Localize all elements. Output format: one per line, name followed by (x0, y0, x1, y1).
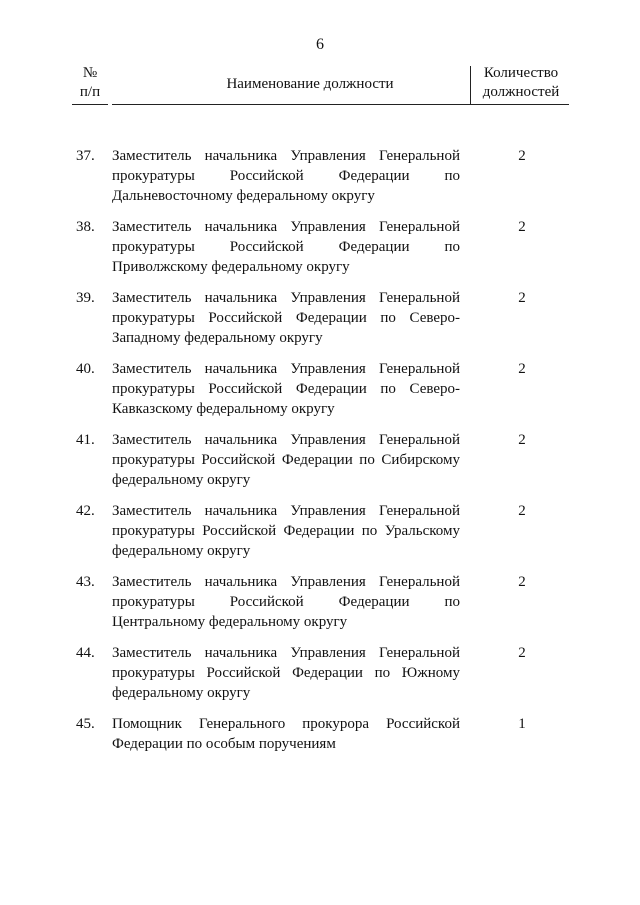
row-position-name: Заместитель начальника Управления Генеральной прокуратуры Российской Федерации по Северо-Западному федеральному округу (112, 290, 460, 346)
row-count: 2 (518, 432, 526, 448)
row-position-name: Заместитель начальника Управления Генеральной прокуратуры Российской Федерации по Уральскому федеральному округу (112, 503, 460, 559)
header-number-abbrev: п/п (79, 84, 101, 100)
row-number: 41. (76, 432, 95, 448)
page-number: 6 (316, 36, 324, 53)
row-number: 42. (76, 503, 95, 519)
row-count: 2 (518, 361, 526, 377)
row-position-name: Заместитель начальника Управления Генеральной прокуратуры Российской Федерации по Центральному федеральному округу (112, 574, 460, 630)
header-underline-count (474, 104, 569, 105)
row-count: 2 (518, 645, 526, 661)
header-count-column (472, 64, 570, 102)
row-position-name: Заместитель начальника Управления Генеральной прокуратуры Российской Федерации по Южному федеральному округу (112, 645, 460, 701)
header-column-divider (470, 66, 471, 104)
header-underline-number (72, 104, 108, 105)
row-number: 38. (76, 219, 95, 235)
header-position-name: Наименование должности (226, 76, 394, 92)
row-number: 40. (76, 361, 95, 377)
row-number: 44. (76, 645, 95, 661)
row-count: 2 (518, 290, 526, 306)
row-number: 45. (76, 716, 95, 732)
header-count-line2: должностей (482, 84, 560, 100)
row-number: 37. (76, 148, 95, 164)
row-count: 2 (518, 574, 526, 590)
row-position-name: Заместитель начальника Управления Генеральной прокуратуры Российской Федерации по Сибирскому федеральному округу (112, 432, 460, 488)
header-number-column (72, 64, 108, 102)
row-count: 2 (518, 503, 526, 519)
header-number-symbol: № (82, 65, 98, 81)
row-count: 2 (518, 148, 526, 164)
row-position-name: Заместитель начальника Управления Генеральной прокуратуры Российской Федерации по Приволжскому федеральному округу (112, 219, 460, 275)
row-number: 39. (76, 290, 95, 306)
header-underline-name (112, 104, 508, 105)
row-position-name: Заместитель начальника Управления Генеральной прокуратуры Российской Федерации по Северо-Кавказскому федеральному округу (112, 361, 460, 417)
row-count: 1 (518, 716, 526, 732)
table-header (72, 64, 567, 104)
header-count-line1: Количество (483, 65, 559, 81)
row-position-name: Заместитель начальника Управления Генеральной прокуратуры Российской Федерации по Дальневосточному федеральному округу (112, 148, 460, 204)
row-position-name: Помощник Генерального прокурора Российской Федерации по особым поручениям (112, 716, 460, 752)
row-number: 43. (76, 574, 95, 590)
row-count: 2 (518, 219, 526, 235)
